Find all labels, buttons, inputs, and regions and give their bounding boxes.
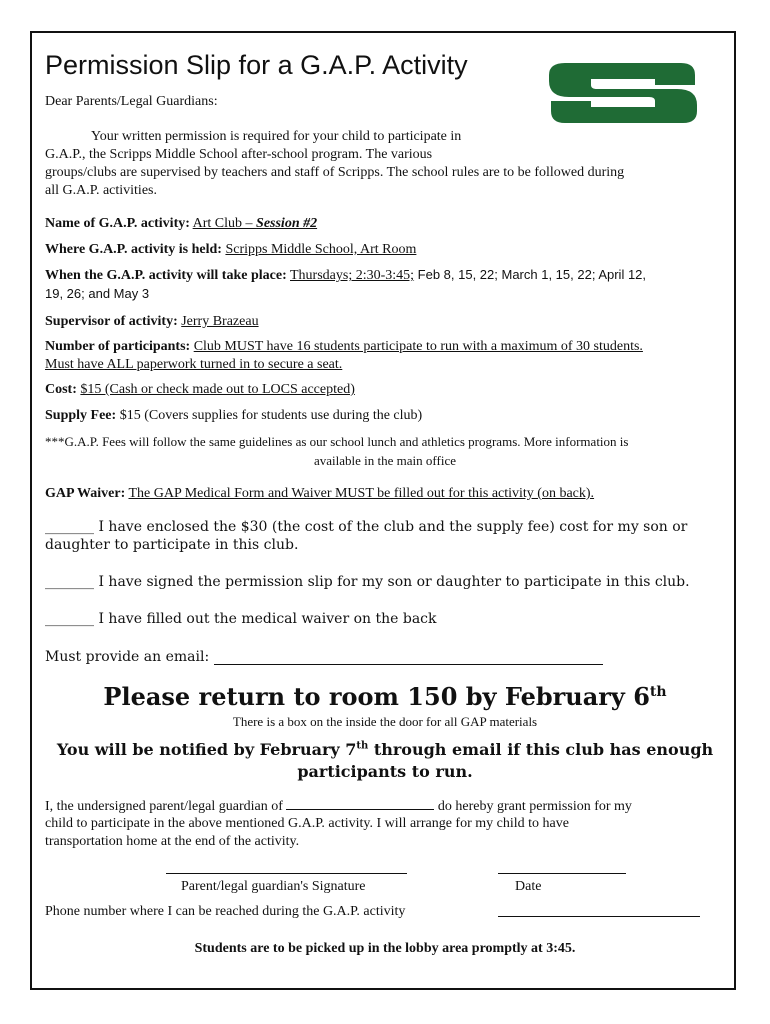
when-row xyxy=(45,266,646,285)
waiver-row xyxy=(45,485,594,503)
checkbox-text-1: I have enclosed the $30 (the cost of the club and the supply fee) cost for my son or xyxy=(94,519,688,535)
date-label: Date xyxy=(515,879,542,894)
activity-label: Name of G.A.P. activity: xyxy=(45,216,190,231)
supervisor-row xyxy=(45,313,259,331)
notified-sup: th xyxy=(356,740,369,752)
when-dates-2: 19, 26; and May 3 xyxy=(45,286,150,301)
cost-row xyxy=(45,381,355,399)
supply-fee-row xyxy=(45,407,422,425)
checkbox-waiver-row xyxy=(45,611,437,627)
pickup-note: Students are to be picked up in the lobby area promptly at 3:45. xyxy=(194,941,576,956)
checkbox-signed-row xyxy=(45,574,690,590)
participants-label: Number of participants: xyxy=(45,339,191,354)
box-note: There is a box on the inside the door for all GAP materials xyxy=(232,714,538,729)
cost-label: Cost: xyxy=(45,382,77,397)
email-label: Must provide an email: xyxy=(45,649,210,665)
where-row xyxy=(45,241,416,259)
checkbox-text-1b: daughter to participate in this club. xyxy=(45,537,299,553)
supervisor-label: Supervisor of activity: xyxy=(45,314,178,329)
return-heading-sup: th xyxy=(649,684,667,700)
consent-line-3: transportation home at the end of the activity. xyxy=(45,834,300,849)
signature-line[interactable] xyxy=(166,873,407,874)
consent-line-2: child to participate in the above mentioned G.A.P. activity. I will arrange for my child to have xyxy=(45,816,569,831)
notified-line-2: participants to run. xyxy=(297,762,473,781)
waiver-label: GAP Waiver: xyxy=(45,486,126,501)
phone-label: Phone number where I can be reached during the G.A.P. activity xyxy=(45,904,406,919)
when-label: When the G.A.P. activity will take place: xyxy=(45,268,287,283)
consent-text-b: do hereby grant permission for my xyxy=(437,799,632,814)
salutation: Dear Parents/Legal Guardians: xyxy=(45,94,218,109)
checkbox-text-3: I have filled out the medical waiver on the back xyxy=(94,611,437,627)
activity-value: Art Club – xyxy=(192,216,257,231)
notified-text-b: through email if this club has enough xyxy=(368,740,714,759)
page-title: Permission Slip for a G.A.P. Activity xyxy=(45,50,468,80)
activity-name-row xyxy=(45,215,317,233)
participants-value-2: Must have ALL paperwork turned in to secure a seat. xyxy=(45,357,343,372)
fees-note-line-1: ***G.A.P. Fees will follow the same guidelines as our school lunch and athletics programs. More information is xyxy=(45,434,629,449)
intro-line-2: G.A.P., the Scripps Middle School after-school program. The various xyxy=(45,147,433,162)
return-heading xyxy=(45,682,725,711)
participants-value-1: Club MUST have 16 students participate to run with a maximum of 30 students. xyxy=(193,339,643,354)
when-value: Thursdays; 2:30-3:45; xyxy=(290,268,415,283)
checkbox-blank-1[interactable]: _______ xyxy=(45,519,94,535)
where-label: Where G.A.P. activity is held: xyxy=(45,242,222,257)
checkbox-enclosed-row xyxy=(45,518,687,537)
supervisor-value: Jerry Brazeau xyxy=(181,314,259,329)
return-heading-text: Please return to room 150 by February 6 xyxy=(103,682,650,711)
cost-value: $15 (Cash or check made out to LOCS accepted) xyxy=(80,382,355,397)
school-logo xyxy=(545,55,701,129)
consent-text-a: I, the undersigned parent/legal guardian of xyxy=(45,799,283,814)
consent-line-1 xyxy=(45,797,632,816)
intro-line-1: Your written permission is required for your child to participate in xyxy=(91,129,462,144)
fees-note-line-2: available in the main office xyxy=(314,453,456,468)
child-name-line[interactable] xyxy=(286,797,434,810)
when-dates-1: Feb 8, 15, 22; March 1, 15, 22; April 12, xyxy=(414,267,647,282)
notified-line-1 xyxy=(45,740,725,759)
checkbox-text-2: I have signed the permission slip for my son or daughter to participate in this club. xyxy=(94,574,690,590)
checkbox-blank-2[interactable]: _______ xyxy=(45,574,94,590)
supply-value: $15 (Covers supplies for students use during the club) xyxy=(116,408,423,423)
intro-line-3: groups/clubs are supervised by teachers and staff of Scripps. The school rules are to be followed during xyxy=(45,165,625,180)
supply-label: Supply Fee: xyxy=(45,408,117,423)
activity-session: Session #2 xyxy=(256,216,318,231)
notified-text-a: You will be notified by February 7 xyxy=(56,740,357,759)
email-line[interactable] xyxy=(214,650,603,665)
phone-line[interactable] xyxy=(498,916,700,917)
date-line[interactable] xyxy=(498,873,626,874)
where-value: Scripps Middle School, Art Room xyxy=(225,242,417,257)
participants-row xyxy=(45,338,643,356)
checkbox-blank-3[interactable]: _______ xyxy=(45,611,94,627)
signature-label: Parent/legal guardian's Signature xyxy=(181,879,366,894)
waiver-value: The GAP Medical Form and Waiver MUST be filled out for this activity (on back). xyxy=(128,486,595,501)
intro-line-4: all G.A.P. activities. xyxy=(45,183,157,198)
logo-s-shape xyxy=(549,63,697,123)
